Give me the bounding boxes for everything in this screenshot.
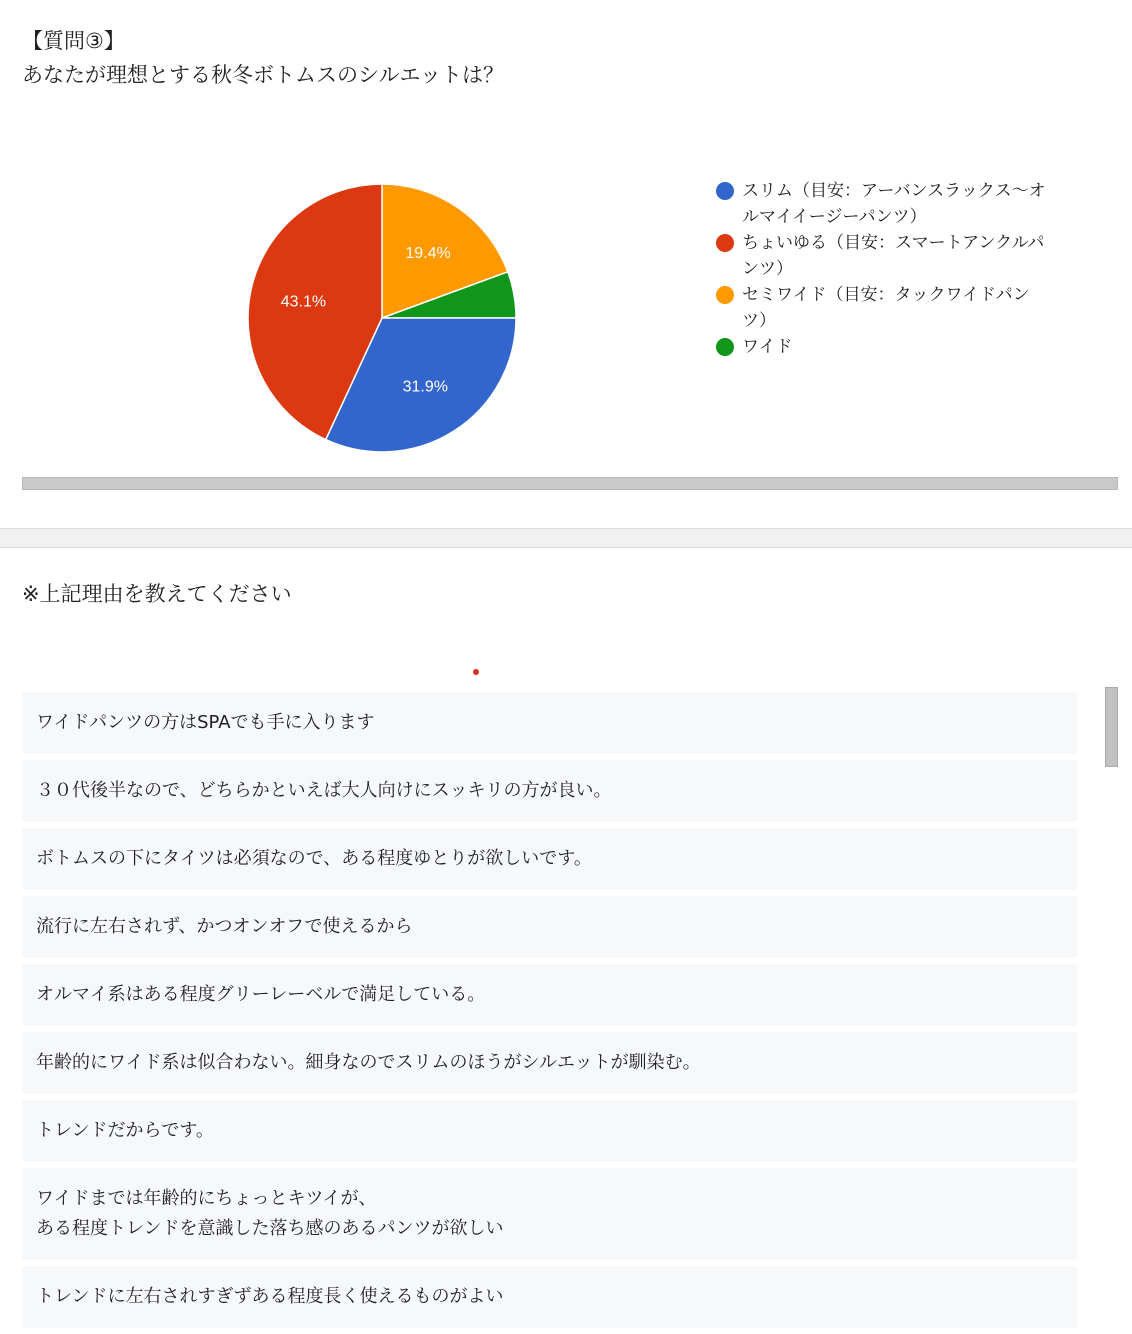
answer-item: トレンドだからです。 (22, 1100, 1078, 1162)
pie-slice-label: 31.9% (402, 378, 448, 396)
required-dot-icon (473, 669, 479, 675)
legend-swatch-slim (716, 182, 734, 200)
question-header (22, 24, 504, 92)
answer-list (22, 692, 1078, 1334)
legend-label-slim-line2: ルマイイージーパンツ） (742, 207, 927, 227)
chart-legend (716, 178, 1076, 360)
legend-item-slim[interactable] (716, 178, 1076, 230)
answer-item: ボトムスの下にタイツは必須なので、ある程度ゆとりが欲しいです。 (22, 828, 1078, 890)
answer-item: トレンドに左右されすぎずある程度長く使えるものがよい (22, 1266, 1078, 1328)
answer-item: 流行に左右されず、かつオンオフで使えるから (22, 896, 1078, 958)
legend-swatch-choiyuru (716, 234, 734, 252)
section-divider (0, 528, 1132, 548)
answer-item: ３０代後半なので、どちらかといえば大人向けにスッキリの方が良い。 (22, 760, 1078, 822)
followup-title: ※上記理由を教えてください (22, 582, 292, 606)
vertical-scrollbar-track[interactable] (1104, 686, 1119, 1286)
chart-area (0, 140, 1132, 470)
legend-label-slim-line1: スリム（目安：アーバンスラックス〜オ (742, 181, 1046, 201)
legend-item-semiwide[interactable] (716, 282, 1076, 334)
pie-slice-label: 19.4% (405, 245, 451, 263)
legend-label-semiwide-line2: ツ） (742, 311, 776, 331)
question-title: あなたが理想とする秋冬ボトムスのシルエットは？ (22, 63, 505, 87)
legend-label-choiyuru-line1: ちょいゆる（目安：スマートアンクルパ (742, 233, 1045, 253)
answer-item: 年齢的にワイド系は似合わない。細身なのでスリムのほうがシルエットが馴染む。 (22, 1032, 1078, 1094)
question-number: 【質問③】 (22, 29, 125, 53)
legend-item-wide[interactable] (716, 334, 1076, 360)
legend-label-choiyuru-line2: ンツ） (742, 259, 793, 279)
legend-swatch-semiwide (716, 286, 734, 304)
answer-item: オルマイ系はある程度グリーレーベルで満足している。 (22, 964, 1078, 1026)
answer-item: ワイドパンツの方はSPAでも手に入ります (22, 692, 1078, 754)
legend-label-wide: ワイド (742, 337, 793, 357)
legend-swatch-wide (716, 338, 734, 356)
horizontal-scrollbar[interactable] (22, 477, 1118, 490)
vertical-scrollbar-thumb[interactable] (1105, 687, 1118, 767)
legend-label-semiwide-line1: セミワイド（目安：タックワイドパン (742, 285, 1030, 305)
answer-item: ワイドまでは年齢的にちょっとキツイが、 ある程度トレンドを意識した落ち感のあるパンツが欲しい (22, 1168, 1078, 1260)
pie-chart (0, 140, 700, 470)
pie-slice-label: 43.1% (280, 293, 327, 311)
legend-item-choiyuru[interactable] (716, 230, 1076, 282)
